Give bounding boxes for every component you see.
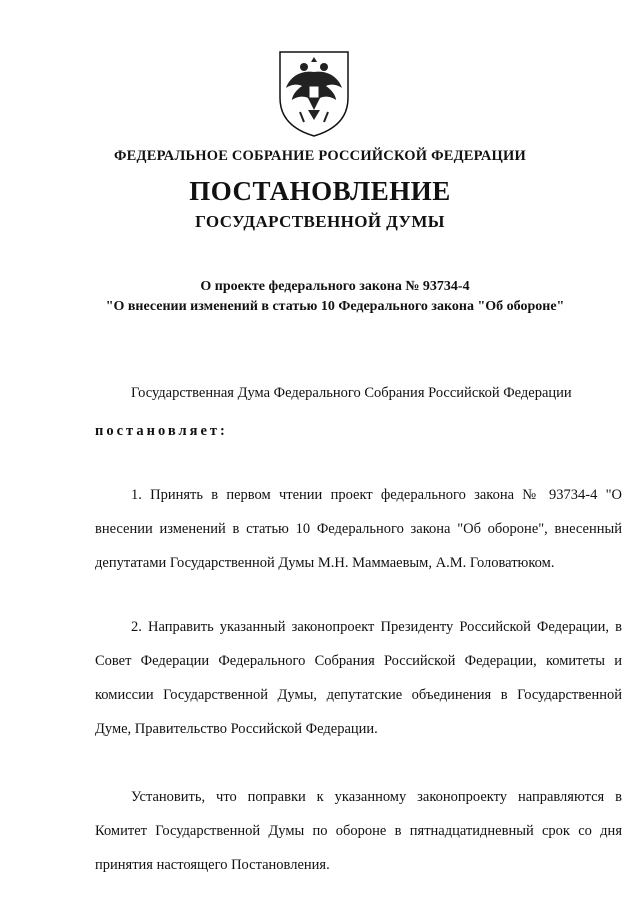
paragraph-3: Установить, что поправки к указанному законопроекту направляются в Комитет Государственной Думы по обороне в пятнадцатидневный срок со дня принятия настоящего Постановления. bbox=[95, 789, 622, 873]
document-subject bbox=[60, 277, 610, 317]
document-title: ПОСТАНОВЛЕНИЕ bbox=[189, 176, 451, 206]
paragraph-1: 1. Принять в первом чтении проект федерального закона № 93734-4 "О внесении изменений в статью 10 Федерального закона "Об обороне", внесенный депутатами Государственной Думы М.Н. Маммаевым, А.М. Головатюком. bbox=[95, 487, 622, 571]
subject-line-1: О проекте федерального закона № 93734-4 bbox=[200, 279, 470, 294]
document-subtitle: ГОСУДАРСТВЕННОЙ ДУМЫ bbox=[195, 212, 445, 231]
subject-line-2: "О внесении изменений в статью 10 Федерального закона "Об обороне" bbox=[105, 299, 565, 314]
decree-word: постановляет: bbox=[95, 423, 228, 439]
organization-name: ФЕДЕРАЛЬНОЕ СОБРАНИЕ РОССИЙСКОЙ ФЕДЕРАЦИИ bbox=[114, 148, 526, 164]
paragraph-2: 2. Направить указанный законопроект Президенту Российской Федерации, в Совет Федерации Федерального Собрания Российской Федерации, комитеты и комиссии Государственной Думы, депутатские объединения в Государственной Думе, Правительство Российской Федерации. bbox=[95, 619, 622, 737]
preamble: Государственная Дума Федерального Собрания Российской Федерации bbox=[131, 385, 572, 401]
russian-coat-of-arms-icon bbox=[274, 48, 354, 138]
